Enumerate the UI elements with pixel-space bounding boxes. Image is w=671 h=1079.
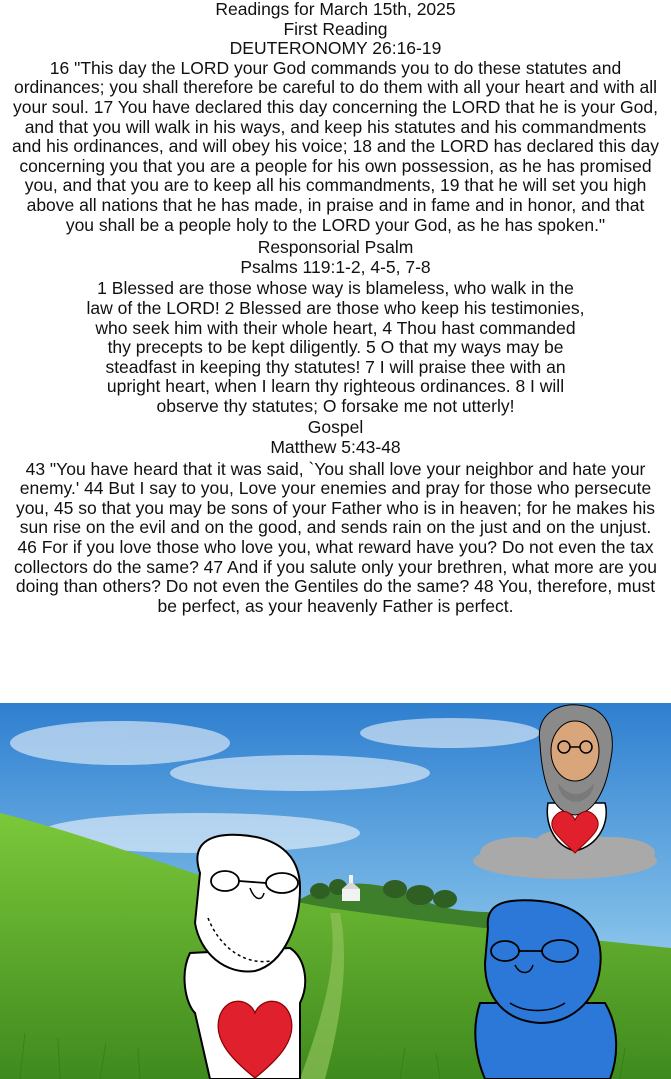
first-reading-label: First Reading [283,18,388,39]
gospel-text: 43 "You have heard that it was said, `You shall love your neighbor and hate your enemy.' 44 But I say to you, Love your enemies and pray for those who persecute you, 45 so that you may be sons of your Father who is in heaven; for he makes his sun rise on the evil and on the good, and sends rain on the just and on the unjust. 46 For if you love those who love you, what reward have you? Do not even the tax collectors do the same? 47 And if you salute only your brethren, what more are you doing than others? Do not even the Gentiles do the same? 48 You, therefore, must be perfect, as your heavenly Father is perfect. [14,458,657,616]
first-reading-reference: DEUTERONOMY 26:16-19 [229,38,442,59]
gospel-reference: Matthew 5:43-48 [270,437,401,458]
page-title: Readings for March 15th, 2025 [215,0,456,19]
gospel-label: Gospel [307,417,364,438]
psalm-text: 1 Blessed are those whose way is blameless, who walk in the law of the LORD! 2 Blessed are those who keep his testimonies, who seek him with their whole heart, 4 Thou hast commanded thy precepts to be kept diligently. 5 O that my ways may be steadfast in keeping thy statutes! 7 I will praise thee with an upright heart, when I learn thy righteous ordinances. 8 I will observe thy statutes; O forsake me not utterly! [86,278,585,416]
psalm-label: Responsorial Psalm [257,237,414,258]
meme-illustration [0,703,671,1079]
psalm-reference: Psalms 119:1-2, 4-5, 7-8 [240,256,431,277]
first-reading-text: 16 "This day the LORD your God commands you to do these statutes and ordinances; you shall therefore be careful to do them with all your heart and with all your soul. 17 You have declared this day concerning the LORD that he is your God, and that you will walk in his ways, and keep his statutes and his commandments and his ordinances, and will obey his voice; 18 and the LORD has declared this day concerning you that you are a people for his own possession, as he has promised you, and that you are to keep all his commandments, 19 that he will set you high above all nations that he has made, in praise and in fame and in honor, and that you shall be a people holy to the LORD your God, as he has spoken." [12,57,659,235]
